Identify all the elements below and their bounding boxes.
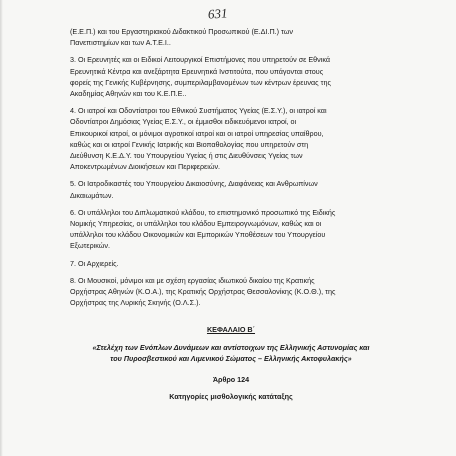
paragraph-4-line: Αποκεντρωμένων Διοικήσεων και Περιφερειών. bbox=[70, 162, 221, 172]
page-number: 631 bbox=[207, 5, 228, 22]
chapter-title-line: του Πυροσβεστικού και Λιμενικού Σώματος – Ελληνικής Ακτοφυλακής» bbox=[110, 353, 352, 363]
paragraph-4-line: Επικουρικοί ιατροί, οι μόνιμοι αγροτικοί ιατροί και οι ιατροί υπηρεσίας υπαίθρου, bbox=[70, 128, 324, 138]
paragraph-6-line: Εξωτερικών. bbox=[70, 241, 110, 251]
paragraph-3-line: Ακαδημίας Αθηνών και του Κ.Ε.Π.Ε.. bbox=[70, 89, 187, 99]
paragraph-4-line: καθώς και οι ιατροί Γενικής Ιατρικής και Βιοπαθολογίας που υπηρετούν στη bbox=[70, 139, 309, 149]
paragraph-8-line: Ορχήστρας Αθηνών (Κ.Ο.Α.), της Κρατικής Ορχήστρας Θεσσαλονίκης (Κ.Ο.Θ.), της bbox=[70, 287, 336, 297]
paragraph-3-line: 3. Οι Ερευνητές και οι Ειδικοί Λειτουργικοί Επιστήμονες που υπηρετούν σε Εθνικά bbox=[70, 55, 330, 65]
paragraph-6-line: υπάλληλοι του κλάδου Οικονομικών και Εμπορικών Υποθέσεων του Υπουργείου bbox=[70, 230, 326, 240]
scan-edge-shadow bbox=[0, 0, 3, 456]
chapter-title-line: «Στελέχη των Ενόπλων Δυνάμεων και αντίστοιχων της Ελληνικής Αστυνομίας και bbox=[92, 342, 370, 352]
paragraph-6-line: Νομικής Υπηρεσίας, οι υπάλληλοι του κλάδου Εμπειρογνωμόνων, καθώς και οι bbox=[70, 219, 322, 229]
paragraph-4-line: 4. Οι ιατροί και Οδοντίατροι του Εθνικού Συστήματος Υγείας (Ε.Σ.Υ.), οι ιατροί και bbox=[70, 106, 327, 116]
paragraph-8-line: 8. Οι Μουσικοί, μόνιμοι και με σχέση εργασίας ιδιωτικού δικαίου της Κρατικής bbox=[70, 275, 315, 285]
paragraph-6-line: 6. Οι υπάλληλοι του Διπλωματικού κλάδου, το επιστημονικό προσωπικό της Ειδικής bbox=[70, 207, 336, 217]
article-title: Κατηγορίες μισθολογικής κατάταξης bbox=[169, 392, 293, 402]
paragraph-4-line: Οδοντίατροι Δημόσιας Υγείας Ε.Σ.Υ., οι έμμισθοι ειδικευόμενοι ιατροί, οι bbox=[70, 117, 297, 127]
article-number: Άρθρο 124 bbox=[212, 375, 250, 385]
paragraph-5-line: 5. Οι Ιατροδικαστές του Υπουργείου Δικαιοσύνης, Διαφάνειας και Ανθρωπίνων bbox=[70, 179, 318, 189]
paragraph-3-line: Ερευνητικά Κέντρα και ανεξάρτητα Ερευνητικά Ινστιτούτα, που υπάγονται στους bbox=[70, 66, 324, 76]
document-body bbox=[70, 26, 392, 402]
text-line: Πανεπιστημίων και των Α.Τ.Ε.Ι.. bbox=[70, 38, 171, 48]
paragraph-8-line: Ορχήστρας της Λυρικής Σκηνής (Ο.Λ.Σ.). bbox=[70, 298, 201, 308]
paragraph-5-line: Δικαιωμάτων. bbox=[70, 190, 114, 200]
chapter-heading: ΚΕΦΑΛΑΙΟ Β΄ bbox=[206, 325, 256, 335]
text-line: (Ε.Ε.Π.) και του Εργαστηριακού Διδακτικού Προσωπικού (Ε.ΔΙ.Π.) των bbox=[70, 27, 293, 36]
paragraph-3-line: φορείς της Γενικής Κυβέρνησης, συμπεριλαμβανομένων των κέντρων έρευνας της bbox=[70, 77, 331, 87]
paragraph-7-line: 7. Οι Αρχιερείς. bbox=[70, 258, 119, 268]
paragraph-4-line: Διεύθυνση Κ.Ε.Δ.Υ. του Υπουργείου Υγείας ή στις Διευθύνσεις Υγείας των bbox=[70, 151, 303, 161]
